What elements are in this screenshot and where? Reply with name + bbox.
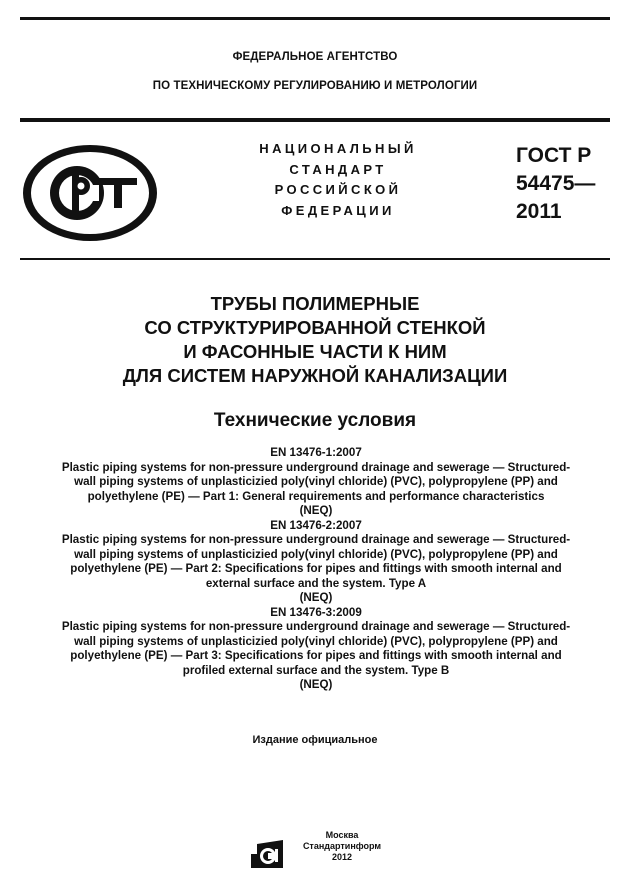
reference-line: Plastic piping systems for non-pressure underground drainage and sewerage — Structured- — [61, 533, 571, 546]
publisher-block — [302, 830, 382, 863]
reference-line: (NEQ) — [299, 504, 333, 517]
designation-line: ГОСТ Р — [516, 144, 592, 167]
reference-line: polyethylene (PE) — Part 1: General requirements and performance characteristics — [87, 489, 545, 503]
reference-line: polyethylene (PE) — Part 2: Specifications for pipes and fittings with smooth internal and — [70, 562, 562, 575]
standard-type-line: ФЕДЕРАЦИИ — [281, 202, 395, 218]
agency-name-line2: ПО ТЕХНИЧЕСКОМУ РЕГУЛИРОВАНИЮ И МЕТРОЛОГИИ — [152, 80, 478, 92]
reference-line: external surface and the system. Type A — [205, 576, 427, 590]
reference-line: EN 13476-1:2007 — [270, 446, 362, 459]
reference-line: profiled external surface and the system. Type B — [182, 663, 450, 677]
standartinform-logo-icon — [247, 838, 287, 870]
reference-line: wall piping systems of unplasticizied poly(vinyl chloride) (PVC), polypropylene (PP) and — [74, 475, 558, 488]
standard-type — [238, 139, 438, 221]
publisher-year: 2012 — [331, 852, 353, 862]
title-line: СО СТРУКТУРИРОВАННОЙ СТЕНКОЙ — [144, 317, 486, 338]
header-rule — [20, 118, 610, 122]
reference-line: Plastic piping systems for non-pressure underground drainage and sewerage — Structured- — [61, 620, 571, 633]
edition-note: Издание официальное — [252, 734, 378, 746]
standard-designation — [516, 142, 595, 226]
standard-type-line: НАЦИОНАЛЬНЫЙ — [259, 141, 417, 156]
title-rule — [20, 258, 610, 260]
title-line: ДЛЯ СИСТЕМ НАРУЖНОЙ КАНАЛИЗАЦИИ — [122, 365, 508, 386]
reference-line: (NEQ) — [299, 591, 333, 604]
reference-line: EN 13476-2:2007 — [270, 518, 362, 532]
designation-line: 2011 — [516, 200, 562, 223]
reference-line: Plastic piping systems for non-pressure underground drainage and sewerage — Structured- — [61, 460, 571, 474]
publisher-name: Стандартинформ — [302, 841, 382, 851]
designation-line: 54475— — [516, 172, 596, 195]
publisher-city: Москва — [325, 830, 359, 840]
reference-line: wall piping systems of unplasticizied poly(vinyl chloride) (PVC), polypropylene (PP) and — [74, 634, 558, 648]
document-subtitle: Технические условия — [213, 410, 417, 431]
title-line: И ФАСОННЫЕ ЧАСТИ К НИМ — [183, 341, 447, 362]
reference-line: EN 13476-3:2009 — [270, 605, 362, 619]
reference-line: polyethylene (PE) — Part 3: Specifications for pipes and fittings with smooth internal and — [70, 649, 562, 662]
top-rule — [20, 17, 610, 20]
reference-line: (NEQ) — [299, 678, 333, 691]
document-title — [0, 292, 630, 388]
title-line: ТРУБЫ ПОЛИМЕРНЫЕ — [210, 293, 420, 314]
standard-type-line: РОССИЙСКОЙ — [274, 182, 402, 197]
standard-type-line: СТАНДАРТ — [289, 161, 387, 177]
references-block — [20, 446, 612, 693]
rst-logo-icon — [20, 142, 160, 244]
agency-name-line1: ФЕДЕРАЛЬНОЕ АГЕНТСТВО — [232, 51, 398, 63]
reference-line: wall piping systems of unplasticizied poly(vinyl chloride) (PVC), polypropylene (PP) and — [74, 547, 558, 561]
